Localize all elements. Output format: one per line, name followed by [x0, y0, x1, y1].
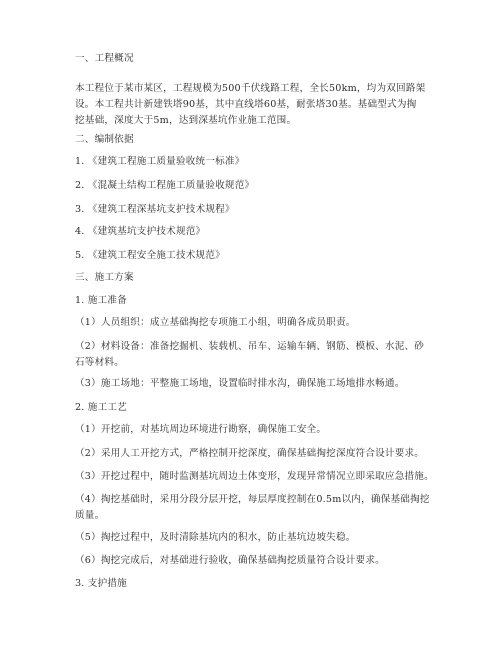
- section-1-paragraph-line-1: 本工程位于某市某区，工程规模为500千伏线路工程，全长50km，均为双回路架: [75, 83, 426, 94]
- process-item-1: （1）开挖前，对基坑周边环境进行勘察，确保施工安全。: [75, 424, 327, 435]
- preparation-item-2-line-1: （2）材料设备：准备挖掘机、装载机、吊车、运输车辆、钢筋、模板、水泥、砂: [75, 341, 425, 352]
- section-1-paragraph-line-2: 设。本工程共计新建铁塔90基，其中直线塔60基，耐张塔30基。基础型式为掏: [75, 99, 417, 110]
- section-1-paragraph-line-3: 挖基础，深度大于5m，达到深基坑作业施工范围。: [75, 115, 297, 126]
- process-item-3: （3）开挖过程中，随时监测基坑周边土体变形，发现异常情况立即采取应急措施。: [75, 471, 434, 482]
- section-2-heading: 二、编制依据: [75, 134, 134, 145]
- process-item-6: （6）掏挖完成后，对基础进行验收，确保基础掏挖质量符合设计要求。: [75, 555, 385, 566]
- process-item-4-line-1: （4）掏挖基础时，采用分段分层开挖，每层厚度控制在0.5m以内，确保基础掏挖: [75, 494, 430, 505]
- preparation-item-3: （3）施工场地：平整施工场地，设置临时排水沟，确保施工场地排水畅通。: [75, 378, 405, 389]
- reference-item-4: 4. 《建筑基坑支护技术规范》: [75, 226, 206, 237]
- reference-item-1: 1. 《建筑工程施工质量验收统一标准》: [75, 156, 245, 167]
- reference-item-5: 5. 《建筑工程安全施工技术规范》: [75, 250, 225, 261]
- subsection-2-heading: 2. 施工工艺: [75, 402, 127, 413]
- section-1-heading: 一、工程概况: [75, 53, 134, 64]
- process-item-2: （2）采用人工开挖方式，严格控制开挖深度，确保基础掏挖深度符合设计要求。: [75, 448, 425, 459]
- subsection-1-heading: 1. 施工准备: [75, 295, 127, 306]
- reference-item-2: 2. 《混凝土结构工程施工质量验收规范》: [75, 180, 255, 191]
- process-item-4-line-2: 质量。: [75, 510, 105, 521]
- reference-item-3: 3. 《建筑工程深基坑支护技术规程》: [75, 204, 235, 215]
- subsection-3-heading: 3. 支护措施: [75, 578, 127, 589]
- preparation-item-1: （1）人员组织：成立基础掏挖专项施工小组，明确各成员职责。: [75, 317, 356, 328]
- process-item-5: （5）掏挖过程中，及时清除基坑内的积水，防止基坑边坡失稳。: [75, 532, 356, 543]
- preparation-item-2-line-2: 石等材料。: [75, 357, 124, 368]
- section-3-heading: 三、施工方案: [75, 272, 134, 283]
